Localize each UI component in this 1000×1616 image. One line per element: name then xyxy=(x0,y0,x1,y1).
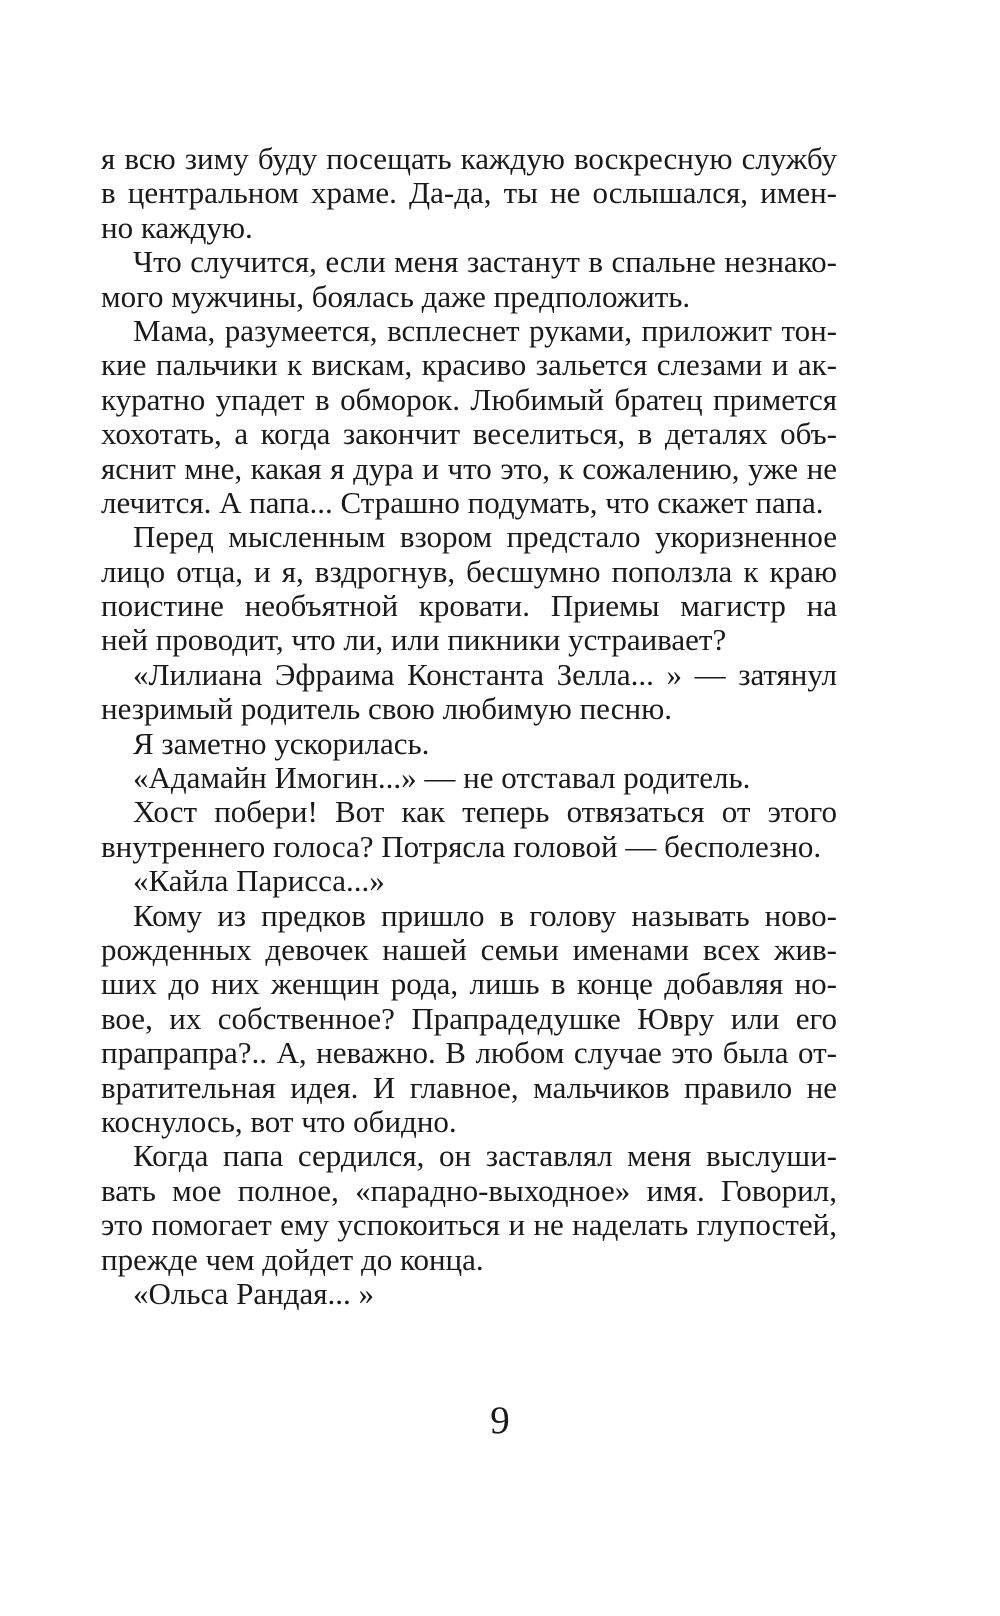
text-line: вое, их собственное? Прапрадедушке Ювру или его xyxy=(101,1001,837,1036)
text-line: прежде чем дойдет до конца. xyxy=(101,1242,484,1277)
text-line: в центральном храме. Да-да, ты не ослышался, имен- xyxy=(101,176,837,211)
text-line: Кому из предков пришло в голову называть ново- xyxy=(133,898,837,933)
text-line: ших до них женщин рода, лишь в конце добавляя но- xyxy=(101,967,837,1002)
text-line: кие пальчики к вискам, красиво зальется слезами и ак- xyxy=(101,348,837,383)
text-line: рожденных девочек нашей семьи именами всех жив- xyxy=(101,932,837,967)
text-line: коснулось, вот что обидно. xyxy=(101,1104,457,1139)
text-line: лицо отца, и я, вздрогнув, бесшумно поползла к краю xyxy=(101,554,837,589)
text-line: Когда папа сердился, он заставлял меня выслуши- xyxy=(133,1139,837,1174)
text-line: вратительная идея. И главное, мальчиков правило не xyxy=(101,1070,837,1105)
page-number: 9 xyxy=(490,1399,510,1442)
text-line: поистине необъятной кровати. Приемы магистр на xyxy=(101,589,837,624)
text-line: это помогает ему успокоиться и не наделать глупостей, xyxy=(101,1208,837,1243)
text-line: ней проводит, что ли, или пикники устраивает? xyxy=(101,623,727,658)
text-line: Я заметно ускорилась. xyxy=(133,726,430,761)
text-line: лечится. А папа... Страшно подумать, что скажет папа. xyxy=(101,485,824,520)
text-line: «Адамайн Имогин...» — не отставал родитель. xyxy=(133,761,751,796)
text-line: внутреннего голоса? Потрясла головой — бесполезно. xyxy=(101,829,822,864)
text-line: Что случится, если меня застанут в спальне незнако- xyxy=(133,245,837,280)
text-line: яснит мне, какая я дура и что это, к сожалению, уже не xyxy=(101,451,837,486)
text-line: «Лилиана Эфраима Константа Зелла... » — затянул xyxy=(133,657,837,692)
text-line: вать мое полное, «парадно-выходное» имя. Говорил, xyxy=(101,1173,837,1208)
text-line: Перед мысленным взором предстало укоризненное xyxy=(133,520,837,555)
text-line: незримый родитель свою любимую песню. xyxy=(101,692,672,727)
text-line: «Ольса Рандая... » xyxy=(133,1276,375,1311)
text-line: куратно упадет в обморок. Любимый братец примется xyxy=(101,382,837,417)
body-text xyxy=(101,142,837,1311)
text-line: но каждую. xyxy=(101,210,253,245)
text-line: прапрапра?.. А, неважно. В любом случае это была от- xyxy=(101,1036,837,1071)
text-line: мого мужчины, боялась даже предположить. xyxy=(101,279,691,314)
text-line: «Кайла Парисса...» xyxy=(133,864,385,899)
text-line: я всю зиму буду посещать каждую воскресную службу xyxy=(101,142,837,176)
text-line: Мама, разумеется, всплеснет руками, приложит тон- xyxy=(133,313,837,348)
text-line: хохотать, а когда закончит веселиться, в деталях объ- xyxy=(101,417,837,452)
text-line: Хост побери! Вот как теперь отвязаться от этого xyxy=(133,795,837,830)
